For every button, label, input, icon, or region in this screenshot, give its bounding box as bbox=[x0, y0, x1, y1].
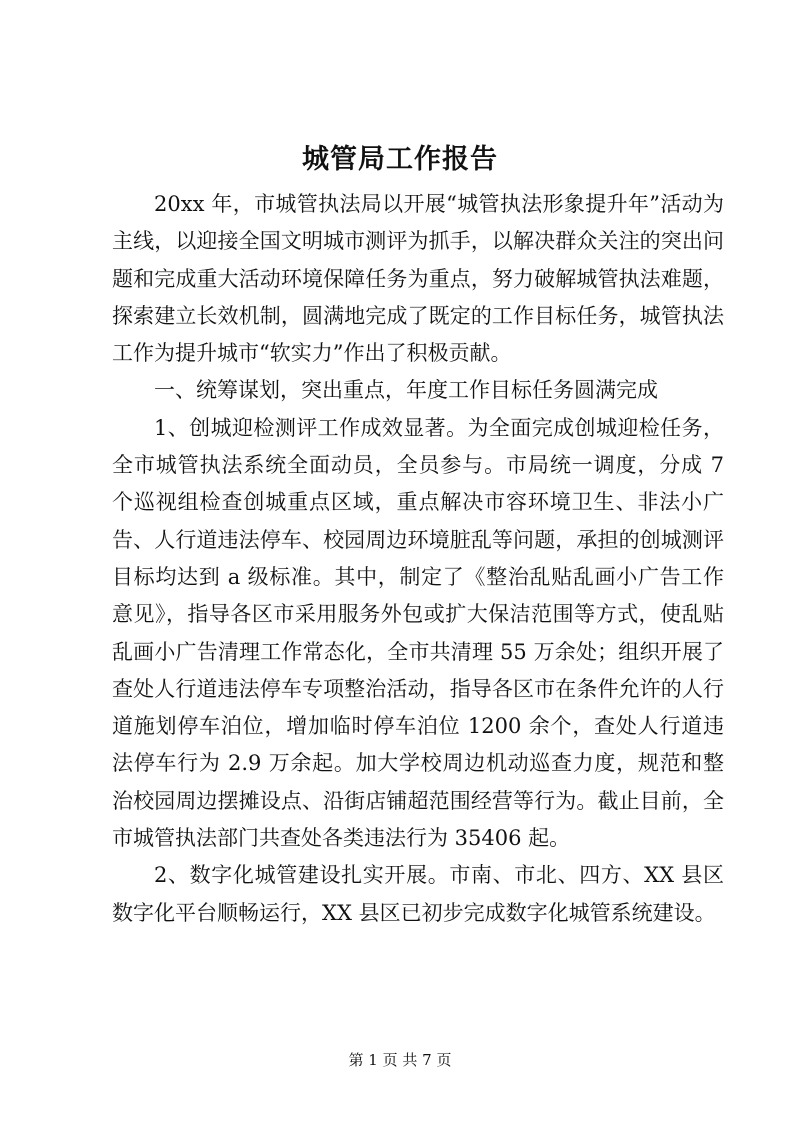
intro-paragraph: 20xx 年，市城管执法局以开展“城管执法形象提升年”活动为主线，以迎接全国文明城市测评为抓手，以解决群众关注的突出问题和完成重大活动环境保障任务为重点，努力破解城管执法难题，探索建立长效机制，圆满地完成了既定的工作目标任务，城管执法工作为提升城市“软实力”作出了积极贡献。 bbox=[112, 192, 724, 366]
document-body bbox=[112, 186, 724, 932]
item-paragraph-2: 2、数字化城管建设扎实开展。市南、市北、四方、XX 县区数字化平台顺畅运行，XX 县区已初步完成数字化城管系统建设。 bbox=[112, 863, 724, 925]
page-footer: 第 1 页 共 7 页 bbox=[348, 1051, 452, 1069]
section-heading-1: 一、统筹谋划，突出重点，年度工作目标任务圆满完成 bbox=[154, 378, 658, 403]
item-paragraph-1: 1、创城迎检测评工作成效显著。为全面完成创城迎检任务，全市城管执法系统全面动员，全员参与。市局统一调度，分成 7 个巡视组检查创城重点区域，重点解决市容环境卫生、非法小广告、人行道违法停车、校园周边环境脏乱等问题，承担的创城测评目标均达到 a 级标准。其中，制定了《整治乱贴乱画小广告工作意见》，指导各区市采用服务外包或扩大保洁范围等方式，使乱贴乱画小广告清理工作常态化，全市共清理 55 万余处；组织开展了查处人行道违法停车专项整治活动，指导各区市在条件允许的人行道施划停车泊位，增加临时停车泊位 1200 余个，查处人行道违法停车行为 2.9 万余起。加大学校周边机动巡查力度，规范和整治校园周边摆摊设点、沿街店铺超范围经营等行为。截止目前，全市城管执法部门共查处各类违法行为 35406 起。 bbox=[112, 415, 724, 851]
document-title: 城管局工作报告 bbox=[302, 144, 498, 175]
